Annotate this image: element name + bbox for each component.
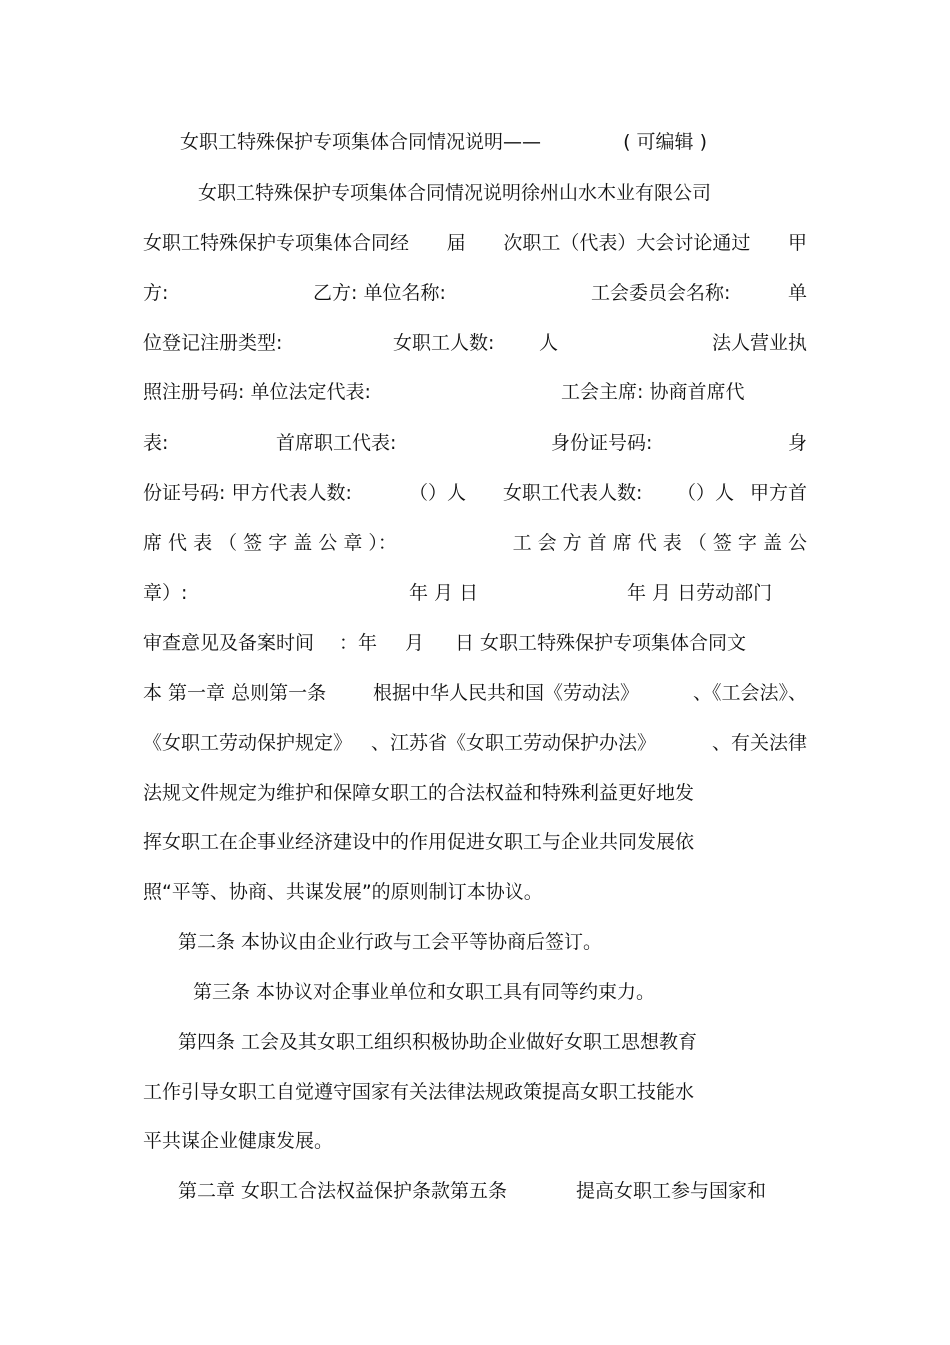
text-line: 第三条 本协议对企事业单位和女职工具有同等约束力。 xyxy=(193,981,656,1003)
document-title xyxy=(180,129,780,155)
text-line: 女职工特殊保护专项集体合同经 届 次职工（代表）大会讨论通过 甲 xyxy=(143,232,807,254)
text-line: 女职工特殊保护专项集体合同情况说明徐州山水木业有限公司 xyxy=(198,182,712,204)
text-line: 工作引导女职工自觉遵守国家有关法律法规政策提高女职工技能水 xyxy=(143,1081,695,1103)
document-page: 女职工特殊保护专项集体合同情况说明—— ( 可编辑 ) 女职工特殊保护专项集体合同情况说明徐州山水木业有限公司 女职工特殊保护专项集体合同经 届 次职工（代表）大会讨论通过 甲 方: 乙方: 单位名称: 工会委员会名称: 单 位登记注册类型: 女职工人数: 人 法人营业执 照注册号码: 单位法定代表: 工会主席: 协商首席代 表: 首席职工代表: 身份证号码: 身 份证号码: 甲方代表人数: （）人 女职工代表人数: （）人 甲方首 席 代 表 （ 签 字 盖 公 章 ）： 工 会 方 首 席 代 表 （ 签 字 盖 公 章）: 年 月 日 年 月 日劳动部门 审查意见及备案时间 ：年 月 日 女职工特殊保护专项集体合同文 本 第一章 总则第一条 根据中华人民共和国《劳动法》 、《工会法》、 《女职工劳动保护规定》 、江苏省《女职工劳动保护办法》 、有关法律 法规文件规定为维护和保障女职工的合法权益和特殊利益更好地发 挥女职工在企事业经济建设中的作用促进女职工与企业共同发展依 照“平等、协商、共谋发展”的原则制订本协议。 第二条 本协议由企业行政与工会平等协商后签订。 第三条 本协议对企事业单位和女职工具有同等约束力。 第四条 工会及其女职工组织积极协助企业做好女职工思想教育 工作引导女职工自觉遵守国家有关法律法规政策提高女职工技能水 平共谋企业健康发展。 第二章 女职工合法权益保护条款第五条 提高女职工参与国家和 xyxy=(0,0,950,1345)
title-main: 女职工特殊保护专项集体合同情况说明—— xyxy=(180,131,542,153)
text-line: 平共谋企业健康发展。 xyxy=(143,1130,334,1152)
text-line: 第四条 工会及其女职工组织积极协助企业做好女职工思想教育 xyxy=(178,1031,698,1053)
text-line: 照“平等、协商、共谋发展”的原则制订本协议。 xyxy=(143,881,543,903)
text-line: 第二条 本协议由企业行政与工会平等协商后签订。 xyxy=(178,931,603,953)
text-line: 挥女职工在企事业经济建设中的作用促进女职工与企业共同发展依 xyxy=(143,831,695,853)
title-suffix: ( 可编辑 ) xyxy=(623,131,708,153)
text-line: 法规文件规定为维护和保障女职工的合法权益和特殊利益更好地发 xyxy=(143,782,695,804)
